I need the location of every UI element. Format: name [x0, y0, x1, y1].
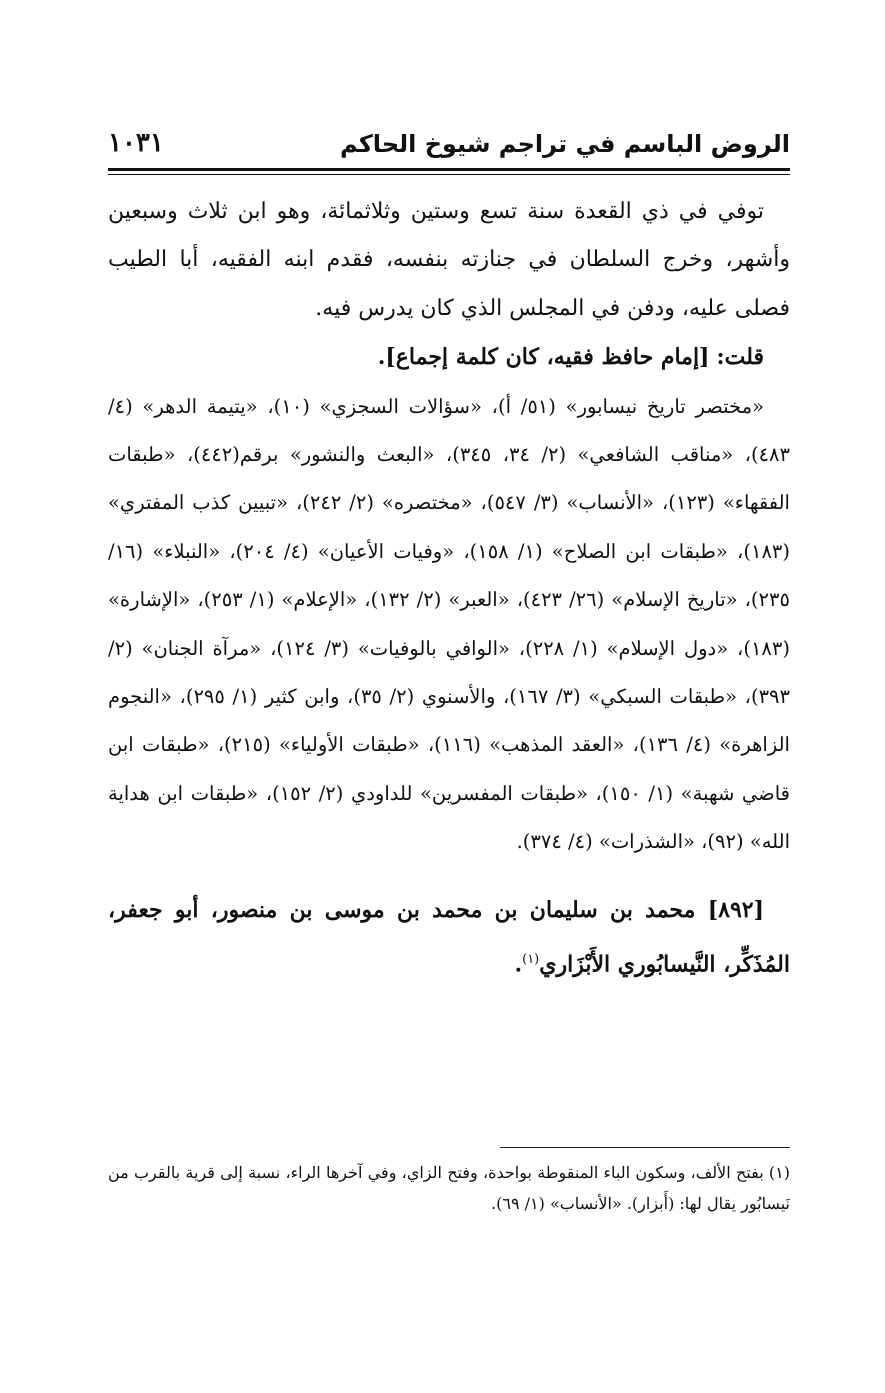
- footnote-ref: (١): [522, 951, 540, 967]
- page-number: ١٠٣١: [108, 128, 164, 158]
- main-text: [108, 188, 790, 1011]
- entry-end: .: [514, 951, 523, 978]
- page-header: [108, 128, 790, 164]
- footnote-text: (١) بفتح الألف، وسكون الباء المنقوطة بواحدة، وفتح الزاي، وفي آخرها الراء، نسبة إلى قرية بالقرب من نَيسابُور يقال لها: (أَبزار). «الأنساب» (١/ ٦٩).: [108, 1163, 790, 1213]
- author-comment: [108, 333, 790, 382]
- entry-name: محمد بن سليمان بن محمد بن موسى بن منصور، أبو جعفر، المُذَكِّر، النَّيسابُوري الأَبْزَاري: [108, 896, 790, 978]
- death-paragraph: توفي في ذي القعدة سنة تسع وستين وثلاثمائة، وهو ابن ثلاث وسبعين وأشهر، وخرج السلطان في جنازته بنفسه، فقدم ابنه الفقيه، أبا الطيب فصلى عليه، ودفن في المجلس الذي كان يدرس فيه.: [108, 199, 790, 321]
- header-rule-thick: [108, 168, 790, 171]
- footnote: [108, 1157, 790, 1219]
- qult-label: قلت:: [716, 344, 764, 371]
- biography-entry-heading: [108, 885, 790, 989]
- footnote-separator: [500, 1147, 790, 1148]
- running-title: الروض الباسم في تراجم شيوخ الحاكم: [340, 130, 790, 158]
- header-rule-thin: [108, 174, 790, 175]
- sources-paragraph: «مختصر تاريخ نيسابور» (٥١/ أ)، «سؤالات السجزي» (١٠)، «يتيمة الدهر» (٤/ ٤٨٣)، «مناقب الشافعي» (٢/ ٣٤، ٣٤٥)، «البعث والنشور» برقم(٤٤٢)، «طبقات الفقهاء» (١٢٣)، «الأنساب» (٣/ ٥٤٧)، «مختصره» (٢/ ٢٤٢)، «تبيين كذب المفتري» (١٨٣)، «طبقات ابن الصلاح» (١/ ١٥٨)، «وفيات الأعيان» (٤/ ٢٠٤)، «النبلاء» (١٦/ ٢٣٥)، «تاريخ الإسلام» (٢٦/ ٤٢٣)، «العبر» (٢/ ١٣٢)، «الإعلام» (١/ ٢٥٣)، «الإشارة» (١٨٣)، «دول الإسلام» (١/ ٢٢٨)، «الوافي بالوفيات» (٣/ ١٢٤)، «مرآة الجنان» (٢/ ٣٩٣)، «طبقات السبكي» (٣/ ١٦٧)، والأسنوي (٢/ ٣٥)، وابن كثير (١/ ٢٩٥)، «النجوم الزاهرة» (٤/ ١٣٦)، «العقد المذهب» (١١٦)، «طبقات الأولياء» (٢١٥)، «طبقات ابن قاضي شهبة» (١/ ١٥٠)، «طبقات المفسرين» للداودي (٢/ ١٥٢)، «طبقات ابن هداية الله» (٩٢)، «الشذرات» (٤/ ٣٧٤).: [108, 394, 790, 854]
- qult-text: [إمام حافظ فقيه، كان كلمة إجماع].: [377, 344, 710, 371]
- entry-number: [٨٩٢]: [707, 896, 764, 923]
